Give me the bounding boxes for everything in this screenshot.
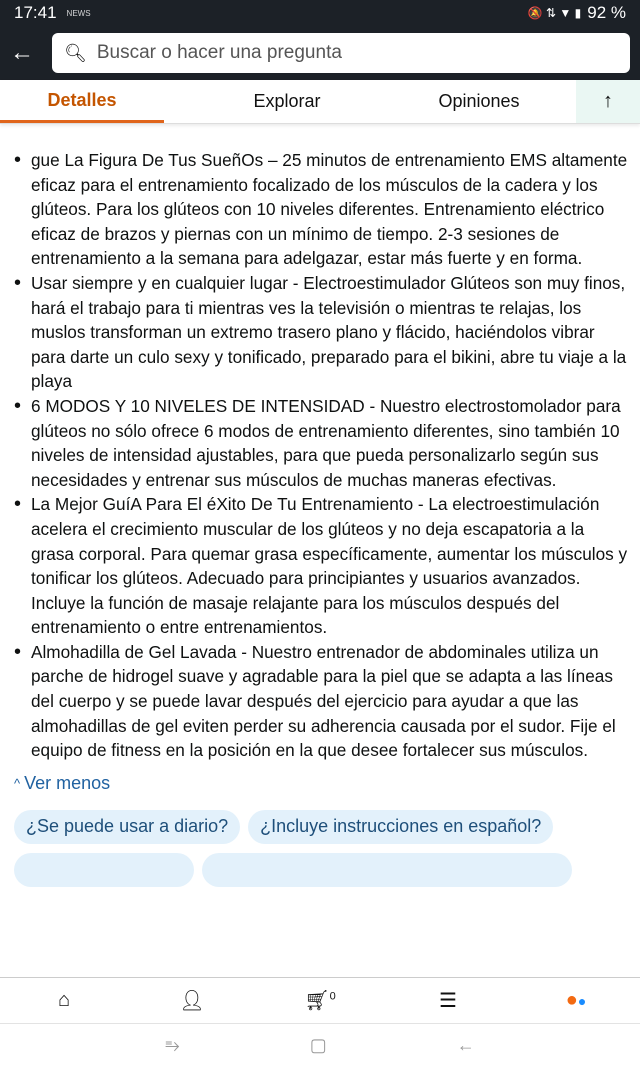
list-item: • Almohadilla de Gel Lavada - Nuestro entrenador de abdominales utiliza un parche de hidrogel suave y agradable para la piel que se adapta a las líneas del cuerpo y se puede lavar después del ejercicio para ayudar a que las almohadillas de gel eviten perder su adherencia causada por el sudor. Fije el equipo de fitness en la posición en la que desee fortalecer sus músculos. [14,640,628,763]
list-item: • gue La Figura De Tus SueñOs – 25 minutos de entrenamiento EMS altamente eficaz para el entrenamiento focalizado de los músculos de la cadera y los glúteos. Para los glúteos con 10 niveles diferentes. Entrenamiento eléctrico eficaz de brazos y piernas con un mínimo de tiempo. 2-3 sesiones de entrenamiento a la semana para adelgazar, estar más fuerte y en forma. [14,148,628,271]
list-item: • 6 MODOS Y 10 NIVELES DE INTENSIDAD - Nuestro electrostomolador para glúteos no sólo ofrece 6 modos de entrenamiento diferentes, sino también 10 niveles de intensidad ajustables, para que pueda personalizarlo según sus necesidades y entrenar sus músculos de muchas maneras efectivas. [14,394,628,492]
rufus-assistant-icon[interactable]: ●● [565,989,587,1011]
back-icon[interactable]: ← [456,1035,475,1055]
home-button-icon[interactable]: ▢ [309,1035,327,1055]
status-icons: 🔕 ⇅ ▼ ▮ [527,6,582,20]
tab-opiniones[interactable]: Opiniones [438,91,520,111]
recents-icon[interactable]: ⥱ [165,1035,180,1055]
list-item: • La Mejor GuíA Para El éXito De Tu Entrenamiento - La electroestimulación acelera el crecimiento muscular de los glúteos y no deja escapatoria a la grasa corporal. Para quemar grasa específicamente, aumentar los músculos y tonificar los glúteos. Adecuado para principiantes y usuarios avanzados. Incluye la función de masaje relajante para los músculos después del entrenamiento o entre entrenamientos. [14,492,628,640]
search-icon: 🔍︎ [64,42,87,63]
cart-count: 0 [329,990,336,1003]
tab-explorar[interactable]: Explorar [253,91,321,111]
list-item: • Usar siempre y en cualquier lugar - Electroestimulador Glúteos son muy finos, hará el trabajo para ti mientras ves la televisión o mientras te relajas, los muslos transforman un extremo trasero plano y flácido, haciéndolos vibrar para darte un culo sexy y tonificado, preparado para el bikini, abre tu viaje a la playa [14,271,628,394]
battery-level: 92 % [587,3,626,22]
ver-menos-label: Ver menos [24,772,111,793]
clock: 17:41 [14,3,57,22]
cart-icon[interactable]: 🛒︎$^0$ [304,990,336,1012]
notification-icon: NEWS [66,8,91,18]
menu-icon[interactable]: ☰ [439,990,457,1012]
tab-detalles[interactable]: Detalles [0,80,164,123]
system-nav-bar [0,1023,640,1067]
status-bar [0,0,640,26]
back-arrow-icon[interactable]: ← [10,39,34,66]
tab-bar [0,80,640,124]
bottom-nav [0,977,640,1023]
feature-list [0,124,640,763]
question-chip[interactable] [14,853,194,887]
question-chip[interactable] [202,853,572,887]
question-chip[interactable]: ¿Incluye instrucciones en español? [248,810,553,844]
question-chip[interactable]: ¿Se puede usar a diario? [14,810,240,844]
scroll-top-button[interactable] [576,80,640,123]
ver-menos-link[interactable] [0,763,640,804]
header [0,26,640,80]
chevron-up-icon: ^ [14,775,21,791]
question-chips [0,804,640,894]
arrow-up-icon: ↑ [603,90,613,112]
account-icon[interactable]: 👤︎ [179,990,205,1012]
home-icon[interactable]: ⌂ [57,989,71,1011]
search-input[interactable] [52,33,630,73]
search-placeholder: Buscar o hacer una pregunta [96,42,342,63]
